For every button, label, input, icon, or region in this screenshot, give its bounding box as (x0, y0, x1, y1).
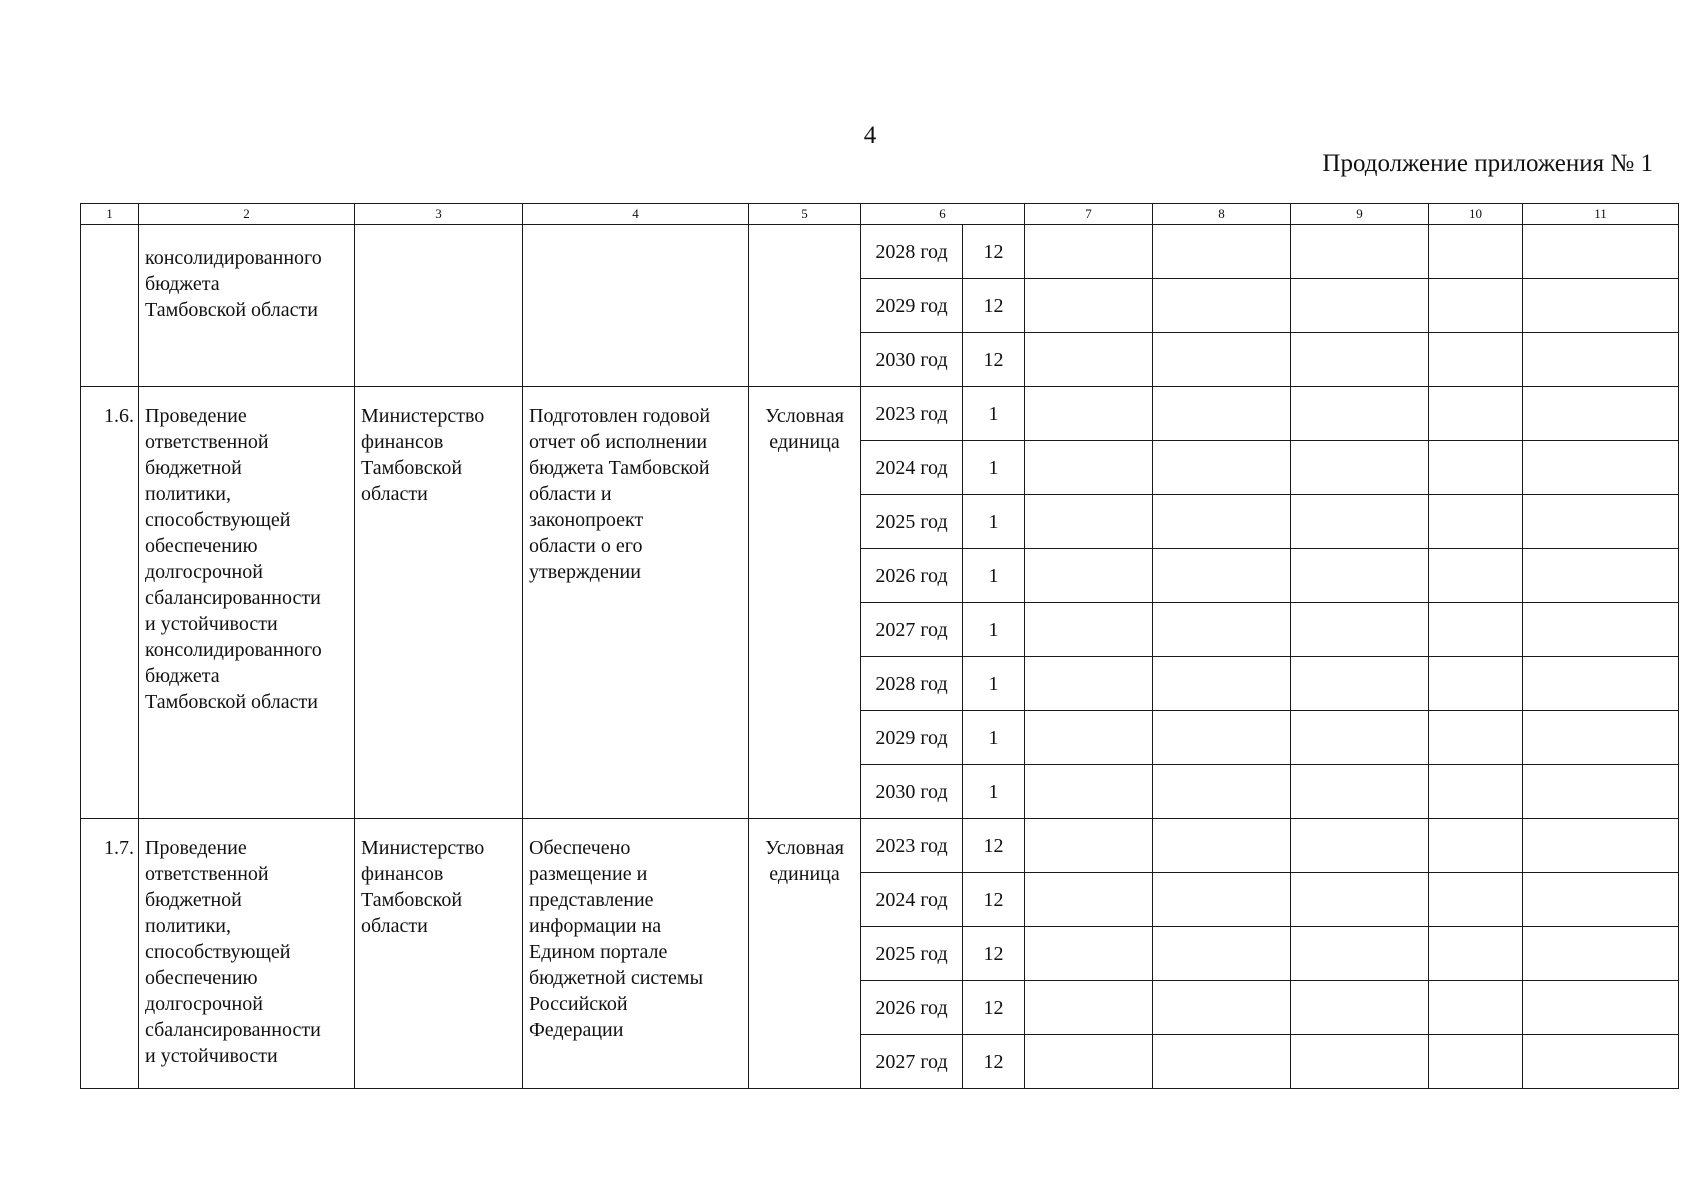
empty-cell-col-10 (1429, 441, 1523, 495)
unit-line: единица (769, 431, 840, 453)
empty-cell-col-7 (1025, 1035, 1153, 1089)
year-cell: 2024 год (861, 873, 963, 927)
empty-cell-col-7 (1025, 333, 1153, 387)
column-number: 1 (81, 204, 139, 225)
item-name-line: бюджета (145, 665, 220, 687)
empty-cell-col-8 (1153, 765, 1291, 819)
value-cell: 1 (963, 441, 1025, 495)
item-name-line: обеспечению (145, 967, 258, 989)
empty-cell-col-8 (1153, 279, 1291, 333)
empty-cell-col-7 (1025, 549, 1153, 603)
column-number: 11 (1523, 204, 1679, 225)
empty-cell-col-11 (1523, 1035, 1679, 1089)
empty-cell-col-10 (1429, 549, 1523, 603)
empty-cell-col-11 (1523, 549, 1679, 603)
value-cell: 12 (963, 1035, 1025, 1089)
year-cell: 2023 год (861, 819, 963, 873)
year-cell: 2027 год (861, 603, 963, 657)
empty-cell-col-7 (1025, 603, 1153, 657)
item-name-line: Тамбовской области (145, 691, 318, 713)
value-cell: 12 (963, 927, 1025, 981)
item-name-line: политики, (145, 483, 231, 505)
empty-cell-col-11 (1523, 495, 1679, 549)
result-line: информации на (529, 915, 662, 937)
empty-cell-col-9 (1291, 333, 1429, 387)
empty-cell-col-8 (1153, 387, 1291, 441)
value-cell: 1 (963, 657, 1025, 711)
item-unit (749, 387, 861, 819)
empty-cell-col-10 (1429, 819, 1523, 873)
item-name-line: сбалансированности (145, 1019, 321, 1041)
column-number: 8 (1153, 204, 1291, 225)
empty-cell-col-9 (1291, 765, 1429, 819)
executor-line: Тамбовской (361, 889, 463, 911)
empty-cell-col-9 (1291, 495, 1429, 549)
item-name (139, 225, 355, 387)
item-name-line: консолидированного (145, 247, 322, 269)
value-cell: 1 (963, 549, 1025, 603)
empty-cell-col-10 (1429, 981, 1523, 1035)
result-line: Российской (529, 993, 628, 1015)
result-line: Обеспечено (529, 837, 631, 859)
item-number (81, 225, 139, 387)
result-line: законопроект (529, 509, 644, 531)
empty-cell-col-8 (1153, 711, 1291, 765)
empty-cell-col-10 (1429, 711, 1523, 765)
executor-line: финансов (361, 863, 444, 885)
executor-line: области (361, 483, 428, 505)
result-line: представление (529, 889, 654, 911)
empty-cell-col-8 (1153, 981, 1291, 1035)
empty-cell-col-11 (1523, 657, 1679, 711)
empty-cell-col-7 (1025, 927, 1153, 981)
page-number: 4 (863, 122, 877, 149)
year-cell: 2029 год (861, 279, 963, 333)
executor-line: области (361, 915, 428, 937)
empty-cell-col-8 (1153, 819, 1291, 873)
empty-cell-col-10 (1429, 765, 1523, 819)
column-number: 10 (1429, 204, 1523, 225)
item-name-line: сбалансированности (145, 587, 321, 609)
executor-line: Министерство (361, 405, 485, 427)
unit-line: Условная (765, 837, 844, 859)
empty-cell-col-9 (1291, 873, 1429, 927)
empty-cell-col-10 (1429, 657, 1523, 711)
year-cell: 2030 год (861, 333, 963, 387)
column-number: 3 (355, 204, 523, 225)
table-row (81, 225, 1679, 279)
empty-cell-col-9 (1291, 1035, 1429, 1089)
item-name-line: Проведение (145, 405, 247, 427)
empty-cell-col-11 (1523, 387, 1679, 441)
column-number: 9 (1291, 204, 1429, 225)
empty-cell-col-8 (1153, 225, 1291, 279)
year-cell: 2030 год (861, 765, 963, 819)
empty-cell-col-8 (1153, 333, 1291, 387)
empty-cell-col-10 (1429, 873, 1523, 927)
year-cell: 2024 год (861, 441, 963, 495)
empty-cell-col-11 (1523, 819, 1679, 873)
empty-cell-col-11 (1523, 711, 1679, 765)
empty-cell-col-10 (1429, 225, 1523, 279)
year-cell: 2027 год (861, 1035, 963, 1089)
item-name-line: обеспечению (145, 535, 258, 557)
result-line: Едином портале (529, 941, 668, 963)
empty-cell-col-8 (1153, 603, 1291, 657)
year-cell: 2023 год (861, 387, 963, 441)
result-line: отчет об исполнении (529, 431, 708, 453)
value-cell: 1 (963, 495, 1025, 549)
column-number: 5 (749, 204, 861, 225)
item-name (139, 387, 355, 819)
empty-cell-col-11 (1523, 333, 1679, 387)
item-name-line: консолидированного (145, 639, 322, 661)
empty-cell-col-10 (1429, 387, 1523, 441)
item-name-line: и устойчивости (145, 613, 278, 635)
empty-cell-col-9 (1291, 927, 1429, 981)
item-unit (749, 819, 861, 1089)
empty-cell-col-8 (1153, 657, 1291, 711)
item-name-line: долгосрочной (145, 561, 263, 583)
empty-cell-col-9 (1291, 549, 1429, 603)
result-line: размещение и (529, 863, 648, 885)
empty-cell-col-8 (1153, 927, 1291, 981)
item-name-line: ответственной (145, 431, 269, 453)
empty-cell-col-9 (1291, 441, 1429, 495)
column-number: 2 (139, 204, 355, 225)
empty-cell-col-8 (1153, 441, 1291, 495)
item-name-line: ответственной (145, 863, 269, 885)
unit-line: Условная (765, 405, 844, 427)
table-row (81, 819, 1679, 873)
empty-cell-col-10 (1429, 1035, 1523, 1089)
result-line: области о его (529, 535, 643, 557)
column-number: 6 (861, 204, 1025, 225)
empty-cell-col-8 (1153, 495, 1291, 549)
empty-cell-col-9 (1291, 279, 1429, 333)
item-name (139, 819, 355, 1089)
item-name-line: способствующей (145, 509, 291, 531)
item-name-line: бюджетной (145, 889, 242, 911)
item-name-line: и устойчивости (145, 1045, 278, 1067)
empty-cell-col-10 (1429, 603, 1523, 657)
year-cell: 2029 год (861, 711, 963, 765)
executor-line: Министерство (361, 837, 485, 859)
year-cell: 2025 год (861, 495, 963, 549)
item-executor (355, 387, 523, 819)
empty-cell-col-11 (1523, 927, 1679, 981)
unit-line: единица (769, 863, 840, 885)
executor-line: Тамбовской (361, 457, 463, 479)
empty-cell-col-10 (1429, 333, 1523, 387)
empty-cell-col-8 (1153, 1035, 1291, 1089)
empty-cell-col-11 (1523, 603, 1679, 657)
result-line: бюджетной системы (529, 967, 704, 989)
item-result (523, 819, 749, 1089)
item-executor (355, 819, 523, 1089)
item-name-line: долгосрочной (145, 993, 263, 1015)
empty-cell-col-7 (1025, 225, 1153, 279)
year-cell: 2028 год (861, 225, 963, 279)
empty-cell-col-7 (1025, 657, 1153, 711)
item-name-line: Проведение (145, 837, 247, 859)
empty-cell-col-11 (1523, 441, 1679, 495)
empty-cell-col-7 (1025, 279, 1153, 333)
year-cell: 2026 год (861, 981, 963, 1035)
empty-cell-col-7 (1025, 981, 1153, 1035)
executor-line: финансов (361, 431, 444, 453)
item-number: 1.7. (81, 819, 139, 1089)
year-cell: 2025 год (861, 927, 963, 981)
empty-cell-col-9 (1291, 225, 1429, 279)
empty-cell-col-10 (1429, 927, 1523, 981)
result-line: Федерации (529, 1019, 624, 1041)
table-body (81, 204, 1679, 1089)
year-cell: 2026 год (861, 549, 963, 603)
empty-cell-col-9 (1291, 711, 1429, 765)
empty-cell-col-11 (1523, 981, 1679, 1035)
item-result (523, 387, 749, 819)
empty-cell-col-7 (1025, 873, 1153, 927)
result-line: области и (529, 483, 612, 505)
table-row (81, 387, 1679, 441)
item-name-line: бюджетной (145, 457, 242, 479)
item-executor (355, 225, 523, 387)
empty-cell-col-9 (1291, 603, 1429, 657)
empty-cell-col-7 (1025, 495, 1153, 549)
value-cell: 12 (963, 981, 1025, 1035)
value-cell: 12 (963, 279, 1025, 333)
empty-cell-col-7 (1025, 711, 1153, 765)
value-cell: 1 (963, 387, 1025, 441)
appendix-continuation-label: Продолжение приложения № 1 (1322, 150, 1653, 177)
value-cell: 1 (963, 603, 1025, 657)
empty-cell-col-11 (1523, 279, 1679, 333)
result-line: Подготовлен годовой (529, 405, 711, 427)
empty-cell-col-7 (1025, 765, 1153, 819)
empty-cell-col-11 (1523, 765, 1679, 819)
empty-cell-col-7 (1025, 441, 1153, 495)
empty-cell-col-9 (1291, 819, 1429, 873)
item-number: 1.6. (81, 387, 139, 819)
empty-cell-col-10 (1429, 279, 1523, 333)
column-number: 7 (1025, 204, 1153, 225)
value-cell: 12 (963, 873, 1025, 927)
item-name-line: бюджета (145, 273, 220, 295)
value-cell: 12 (963, 333, 1025, 387)
year-cell: 2028 год (861, 657, 963, 711)
empty-cell-col-9 (1291, 387, 1429, 441)
result-line: бюджета Тамбовской (529, 457, 710, 479)
column-number: 4 (523, 204, 749, 225)
column-number-row (81, 204, 1679, 225)
empty-cell-col-9 (1291, 981, 1429, 1035)
empty-cell-col-11 (1523, 873, 1679, 927)
item-result (523, 225, 749, 387)
item-unit (749, 225, 861, 387)
value-cell: 12 (963, 225, 1025, 279)
empty-cell-col-8 (1153, 549, 1291, 603)
empty-cell-col-7 (1025, 387, 1153, 441)
item-name-line: политики, (145, 915, 231, 937)
empty-cell-col-8 (1153, 873, 1291, 927)
value-cell: 1 (963, 765, 1025, 819)
result-line: утверждении (529, 561, 641, 583)
value-cell: 12 (963, 819, 1025, 873)
empty-cell-col-10 (1429, 495, 1523, 549)
item-name-line: Тамбовской области (145, 299, 318, 321)
item-name-line: способствующей (145, 941, 291, 963)
empty-cell-col-7 (1025, 819, 1153, 873)
empty-cell-col-9 (1291, 657, 1429, 711)
empty-cell-col-11 (1523, 225, 1679, 279)
indicators-table (80, 203, 1679, 1089)
value-cell: 1 (963, 711, 1025, 765)
